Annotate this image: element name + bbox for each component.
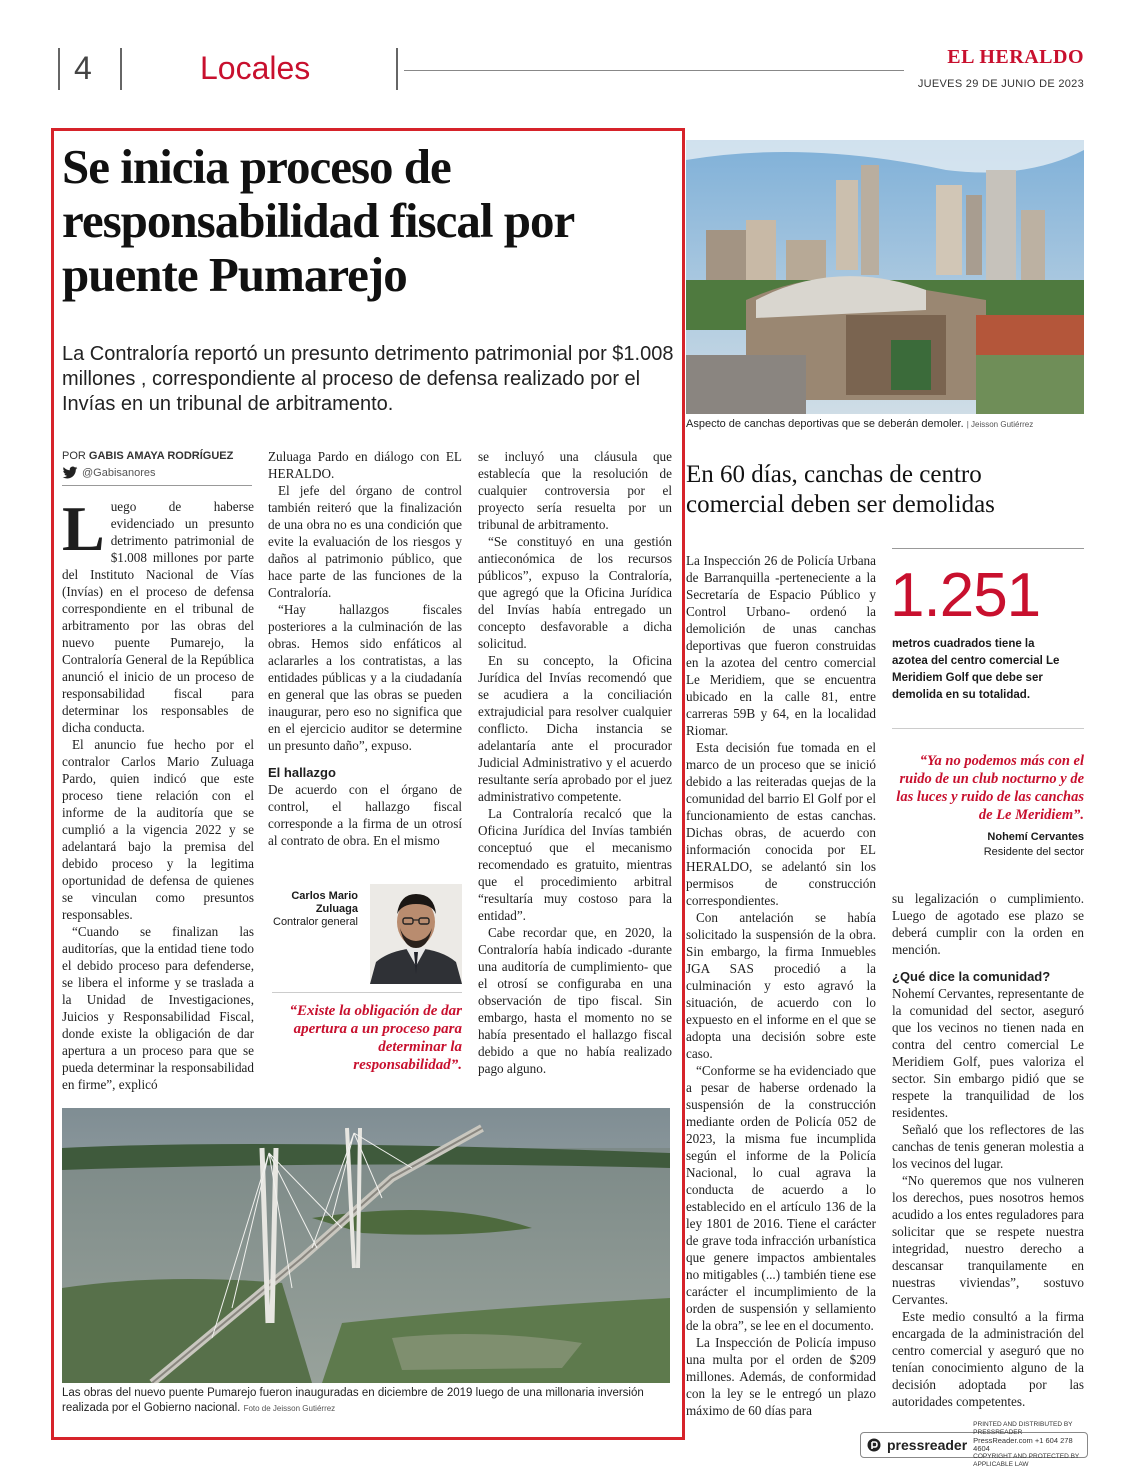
- header-divider: [58, 48, 60, 90]
- stat-number: 1.251: [890, 561, 1041, 630]
- mall-photo: [686, 140, 1084, 414]
- portrait-caption: [272, 890, 358, 929]
- paragraph: su legalización o cumplimiento. Luego de agotado ese plazo se deberá cumplir con la orden en mención.: [892, 891, 1084, 957]
- side-quote: “Ya no podemos más con el ruido de un club nocturno y de las luces y ruido de las canchas de Le Meridiem”.: [896, 753, 1084, 823]
- paragraph: “Conforme se ha evidenciado que a pesar de haberse ordenado la suspensión de la construcción mediante orden de Policía 052 de 2023, la misma fue incumplida según el informe de la Policía Nacional, lo cual agrava la conducta de acuerdo a lo establecido en el artículo 136 de la ley 1801 de 2016. Tiene el carácter de grave toda infracción urbanística que genere impactos ambientales no mitigables (...) también tiene ese carácter el incumplimiento de la orden de suspensión y sellamiento de la obra”, se lee en el documento.: [686, 1063, 876, 1333]
- byline: [62, 450, 233, 462]
- paragraph: [62, 493, 254, 736]
- byline-rule: [62, 485, 252, 486]
- paragraph: Esta decisión fue tomada en el marco de un proceso que se inició debido a las reiteradas quejas de la comunidad del barrio El Golf por el funcionamiento de estas canchas. Dichas obras, de acuerdo con información conocida por EL HERALDO, se adelantó sin los permisos de construcción correspondientes.: [686, 740, 876, 908]
- byline-author: GABIS AMAYA RODRÍGUEZ: [88, 450, 234, 462]
- quote-role: Residente del sector: [983, 846, 1084, 858]
- pressreader-line: COPYRIGHT AND PROTECTED BY APPLICABLE LAW: [973, 1453, 1080, 1466]
- twitter-handle-text: @Gabisanores: [82, 467, 156, 479]
- bridge-photo-caption: [62, 1386, 674, 1416]
- paragraph: “Hay hallazgos fiscales posteriores a la culminación de las obras. Hemos sido enfáticos al aclararles a los contratistas, a las entidades públicas y a la ciudadanía en general que las obras se pueden inaugurar, pero eso no significa que en el ejercicio auditor se determine un presunto daño”, expuso.: [268, 602, 462, 753]
- paragraph-text: uego de haberse evidenciado un presunto detrimento patrimonial de $1.008 millones por parte del Instituto Nacional de Vías (Invías) en el proceso de defensa correspondiente en el tribunal de arbitramento por las obras del nuevo puente Pumarejo, la Contraloría General de la República anunció el inicio de un proceso de responsabilidad fiscal para determinar los responsables de dicha conducta.: [62, 499, 254, 735]
- paragraph: se incluyó una cláusula que establecía que la resolución de cualquier controversia por el proyecto sería resuelta por un tribunal de arbitramento.: [478, 449, 672, 532]
- paragraph: La Contraloría recalcó que la Oficina Jurídica del Invías también conceptuó que el mecanismo recomendado es gratuito, mientras que el procedimiento arbitral “resultaría muy costoso para la entidad”.: [478, 806, 672, 923]
- paragraph: Señaló que los reflectores de las canchas de tenis generan molestia a los vecinos del lugar.: [892, 1122, 1084, 1171]
- pressreader-badge: [860, 1421, 1088, 1466]
- paragraph: En su concepto, la Oficina Jurídica del Invías recomendó que se acudiera a la conciliación extrajudicial para resolver cualquier conflicto. Dicha instancia se adelantaría ante el procurador Judicial Administrativo y el acuerdo resultante sería aprobado por el juez administrativo competente.: [478, 653, 672, 804]
- drop-cap: L: [62, 493, 105, 564]
- paragraph: Con antelación se había solicitado la suspensión de la obra. Sin embargo, la firma Inmuebles JGA SAS procedió a la culminación y esto agravó la situación, de acuerdo con lo expuesto en el informe en el que se adopta una decisión sobre este caso.: [686, 910, 876, 1061]
- stat-rule: [892, 548, 1084, 549]
- paragraph: De acuerdo con el órgano de control, el hallazgo fiscal corresponde a la firma de un otrosí al contrato de obra. En el mismo: [268, 782, 462, 848]
- pressreader-line: PressReader.com +1 604 278 4604: [973, 1436, 1073, 1453]
- side-column-1: [686, 552, 876, 1419]
- pressreader-icon: [867, 1438, 881, 1452]
- side-column-2: [892, 890, 1084, 1410]
- paragraph: El anuncio fue hecho por el contralor Carlos Mario Zuluaga Pardo, quien indicó que este proceso tiene relación con el informe de la auditoría que se cumplió a la vigencia 2022 y se adelantará bajo la premisa del debido proceso y la legitima oportunidad de defensa de quienes se vinculan como presuntos responsables.: [62, 737, 254, 922]
- twitter-handle: [62, 466, 156, 480]
- pressreader-wordmark: pressreader: [887, 1437, 968, 1453]
- side-headline: En 60 días, canchas de centro comercial deben ser demolidas: [686, 461, 995, 518]
- header-divider: [396, 48, 398, 90]
- paragraph: Nohemí Cervantes, representante de la comunidad del sector, aseguró que los vecinos no tienen nada en contra del centro comercial Le Meridiem Golf, pues valoriza el sector. Sin embargo pidió que se respete la tranquilidad de los residentes.: [892, 986, 1084, 1120]
- subhead: ¿Qué dice la comunidad?: [892, 969, 1051, 984]
- side-quote-attribution: [892, 830, 1084, 860]
- main-column-2: [268, 448, 462, 849]
- pressreader-info: [973, 1421, 1081, 1466]
- pressreader-logo: [867, 1437, 967, 1453]
- stat-text: metros cuadrados tiene la azotea del centro comercial Le Meridiem Golf que debe ser demolida en su totalidad.: [892, 638, 1060, 701]
- paragraph: “Cuando se finalizan las auditorías, que la entidad tiene todo el debido proceso para defenderse, se libera el informe y se traslada a la Unidad de Investigaciones, Juicios y Responsabilidad Fiscal, donde existe la obligación de dar apertura a un proceso para que se pueda determinar la responsabilidad en firme”, explicó: [62, 924, 254, 1092]
- caption-text: Aspecto de canchas deportivas que se deberán demoler.: [686, 418, 964, 430]
- photo-credit: Foto de Jeisson Gutiérrez: [243, 1404, 336, 1413]
- byline-prefix: POR: [62, 450, 86, 462]
- paragraph: Cabe recordar que, en 2020, la Contraloría había indicado -durante una auditoría de cumplimiento- que el otrosí se configuraba en una observación de tipo fiscal. Sin embargo, hasta el momento no se había presentado el hallazgo fiscal debido a que no había realizado pago alguno.: [478, 925, 672, 1076]
- paragraph: Zuluaga Pardo en diálogo con EL HERALDO.: [268, 449, 462, 481]
- portrait-role: Contralor general: [273, 916, 358, 928]
- main-headline: Se inicia proceso de responsabilidad fiscal por puente Pumarejo: [62, 139, 574, 302]
- pull-quote: “Existe la obligación de dar apertura a un proceso para determinar la responsabilidad”.: [289, 1003, 462, 1073]
- paragraph: La Inspección de Policía impuso una multa por el orden de $209 millones. Además, de conformidad con la ley se le entregó un plazo máximo de 60 días para: [686, 1335, 876, 1418]
- paragraph: La Inspección 26 de Policía Urbana de Barranquilla -perteneciente a la Secretaría de Espacio Público y Control Urbano- ordenó la demolición de unas canchas deportivas que fueron construidas en la azotea del centro comercial Le Meridiem, que se encuentra ubicado en la calle 81, entre carreras 59B y 64, en la localidad Riomar.: [686, 553, 876, 738]
- paragraph: “Se constituyó en una gestión antieconómica de los recursos públicos”, expuso la Contraloría, que agregó que la Oficina Jurídica del Invías había entregado un concepto desfavorable a dicha solicitud.: [478, 534, 672, 651]
- header-divider: [120, 48, 122, 90]
- quote-name: Nohemí Cervantes: [987, 831, 1084, 843]
- page-number: 4: [74, 50, 92, 86]
- bridge-photo: [62, 1108, 670, 1383]
- issue-date: JUEVES 29 DE JUNIO DE 2023: [917, 78, 1084, 90]
- paragraph: “No queremos que nos vulneren los derechos, pues nosotros hemos acudido a los entes reguladores para solicitar que se respete nuestra integridad, nuestro derecho a descansar tranquilamente en nuestras viviendas”, sostuvo Cervantes.: [892, 1173, 1084, 1307]
- twitter-bird-icon: [62, 466, 78, 480]
- main-column-3: [478, 448, 672, 1077]
- photo-credit: | Jeisson Gutiérrez: [966, 420, 1034, 429]
- portrait-photo: [370, 884, 462, 984]
- portrait-name: Carlos Mario Zuluaga: [291, 890, 358, 915]
- stat-rule-bottom: [892, 728, 1084, 729]
- main-deck: La Contraloría reportó un presunto detrimento patrimonial por $1.008 millones , correspondiente al proceso de defensa realizado por el Invías en un tribunal de arbitramento.: [62, 343, 674, 415]
- main-column-1: [62, 493, 254, 1093]
- pressreader-line: PRINTED AND DISTRIBUTED BY PRESSREADER: [973, 1421, 1073, 1436]
- mall-photo-caption: [686, 417, 1086, 432]
- caption-text: Las obras del nuevo puente Pumarejo fueron inauguradas en diciembre de 2019 luego de una millonaria inversión realizada por el Gobierno nacional.: [62, 1387, 644, 1414]
- subhead: El hallazgo: [268, 765, 336, 780]
- paragraph: Este medio consultó a la firma encargada de la administración del centro comercial y aseguró que no tenían conocimiento alguno de la decisión adoptada por las autoridades competentes.: [892, 1309, 1084, 1409]
- header-rule: [404, 70, 904, 71]
- portrait-rule: [272, 992, 462, 993]
- section-label: Locales: [200, 50, 311, 86]
- masthead-brand: EL HERALDO: [947, 46, 1084, 68]
- paragraph: El jefe del órgano de control también reiteró que la finalización de una obra no es una condición que evite la evaluación de los riesgos y daños al patrimonio público, que hace parte de las funciones de la Contraloría.: [268, 483, 462, 600]
